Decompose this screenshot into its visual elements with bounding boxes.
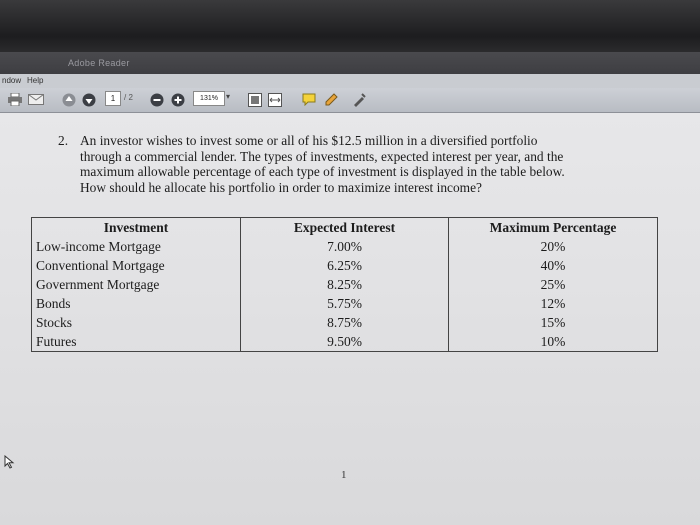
table-row (32, 313, 658, 332)
table-row (32, 332, 658, 352)
question-line: maximum allowable percentage of each type of investment is displayed in the table below. (80, 164, 565, 179)
menu-item-help[interactable]: Help (27, 76, 44, 85)
investment-table (31, 217, 658, 352)
zoom-in-icon[interactable] (171, 92, 185, 107)
expected-interest: 8.75% (241, 313, 449, 332)
page-number: 1 (341, 469, 347, 481)
investment-name: Bonds (32, 294, 241, 313)
maximum-percentage: 20% (449, 237, 658, 256)
mouse-cursor-icon (4, 455, 15, 474)
maximum-percentage: 12% (449, 294, 658, 313)
page-total: / 2 (124, 93, 133, 102)
expected-interest: 6.25% (241, 256, 449, 275)
expected-interest: 7.00% (241, 237, 449, 256)
next-page-icon[interactable] (82, 92, 96, 107)
zoom-level-input[interactable]: 131% (193, 91, 225, 106)
maximum-percentage: 15% (449, 313, 658, 332)
comment-icon[interactable] (302, 92, 316, 107)
expected-interest: 8.25% (241, 275, 449, 294)
print-icon[interactable] (8, 92, 22, 107)
maximum-percentage: 10% (449, 332, 658, 352)
zoom-dropdown-icon[interactable]: ▾ (226, 92, 231, 101)
menu-bar (0, 74, 700, 89)
question-text (80, 133, 652, 195)
prev-page-icon[interactable] (62, 92, 76, 107)
investment-name: Low-income Mortgage (32, 237, 241, 256)
menu-item-window[interactable]: ndow (2, 76, 22, 85)
screen-bezel (0, 0, 700, 52)
question-line: An investor wishes to invest some or all of his $12.5 million in a diversified portfolio (80, 133, 538, 148)
column-header-investment: Investment (32, 218, 241, 238)
question-line: through a commercial lender. The types of investments, expected interest per year, and the (80, 148, 564, 164)
fit-width-icon[interactable] (268, 92, 282, 107)
maximum-percentage: 40% (449, 256, 658, 275)
column-header-maximum-percentage: Maximum Percentage (449, 218, 658, 238)
investment-name: Conventional Mortgage (32, 256, 241, 275)
table-row (32, 256, 658, 275)
investment-name: Futures (32, 332, 241, 352)
question-line: How should he allocate his portfolio in order to maximize interest income? (80, 179, 482, 195)
expected-interest: 9.50% (241, 332, 449, 352)
expected-interest: 5.75% (241, 294, 449, 313)
maximum-percentage: 25% (449, 275, 658, 294)
email-icon[interactable] (28, 92, 44, 107)
investment-name: Government Mortgage (32, 275, 241, 294)
question-number: 2. (58, 133, 69, 148)
fit-page-icon[interactable] (248, 92, 262, 107)
table-row (32, 294, 658, 313)
app-title: Adobe Reader (68, 58, 130, 68)
table-header-row (32, 218, 658, 238)
table-row (32, 275, 658, 294)
page-number-input[interactable]: 1 (105, 91, 121, 106)
zoom-out-icon[interactable] (150, 92, 164, 107)
sign-icon[interactable] (352, 92, 366, 107)
table-row (32, 237, 658, 256)
toolbar (0, 88, 700, 113)
column-header-expected-interest: Expected Interest (241, 218, 449, 238)
investment-name: Stocks (32, 313, 241, 332)
highlight-icon[interactable] (324, 92, 338, 107)
document-page (0, 113, 700, 525)
